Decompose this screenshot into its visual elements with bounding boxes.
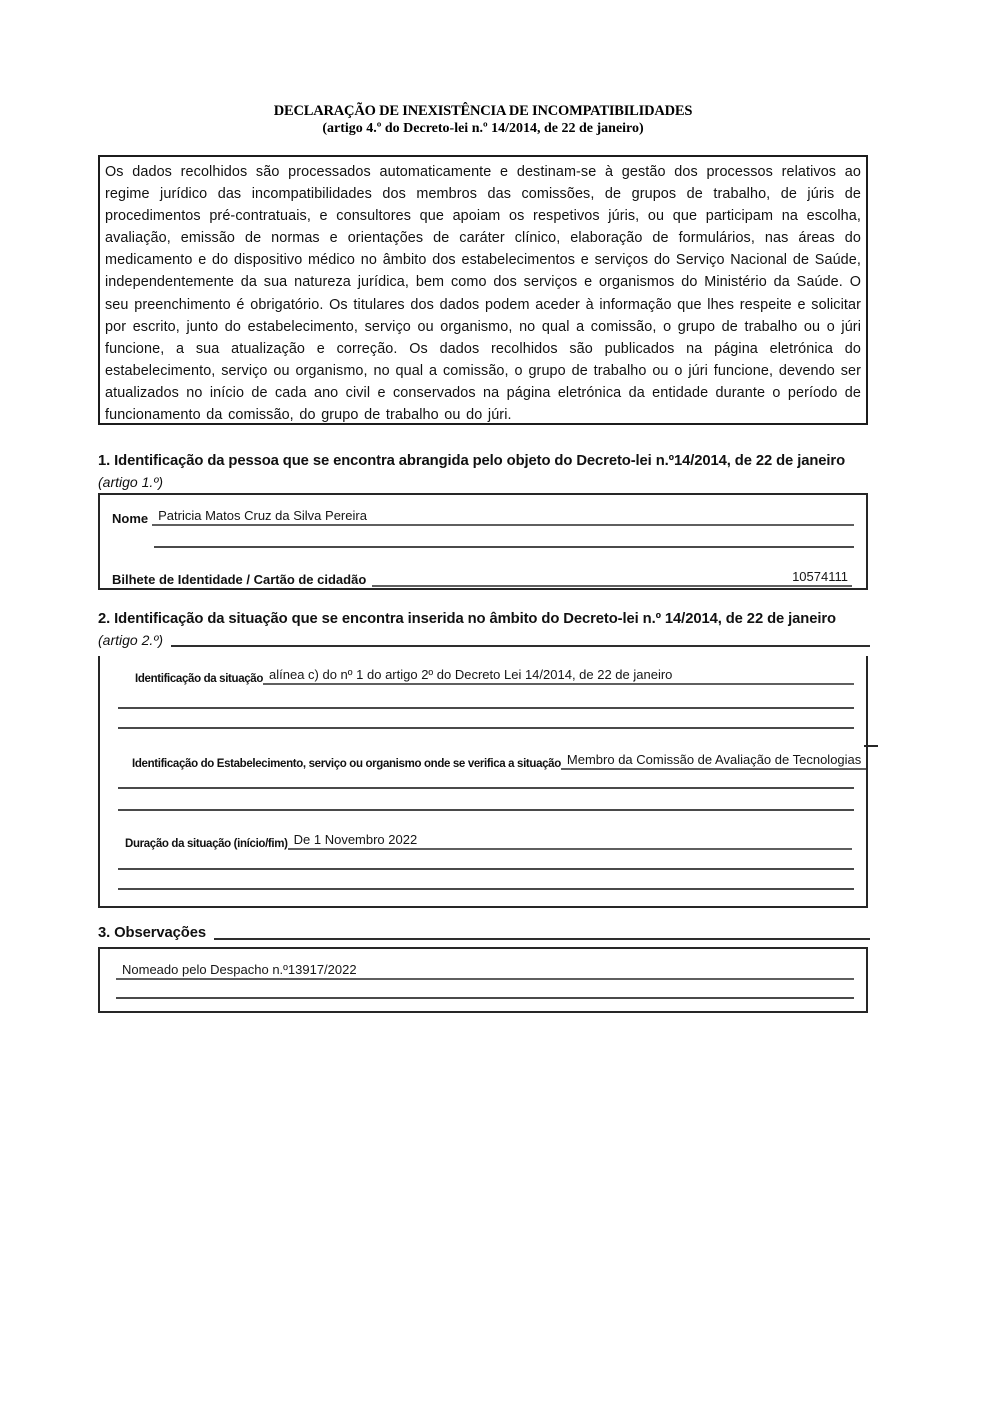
bi-field-line[interactable] (372, 566, 852, 587)
bi-value: 10574111 (792, 569, 848, 584)
section-2-subtitle-row (98, 630, 870, 650)
section-1-title: 1. Identificação da pessoa que se encontra abrangida pelo objeto do Decreto-lei n.º14/2014, de 22 de janeiro (98, 453, 846, 469)
section-2-title: 2. Identificação da situação que se encontra inserida no âmbito do Decreto-lei n.º 14/2014, de 22 de janeiro (98, 611, 836, 627)
estabelecimento-field-line[interactable] (561, 749, 866, 770)
section-3-box (98, 947, 868, 1013)
nome-label: Nome (112, 511, 149, 526)
document-subtitle: (artigo 4.º do Decreto-lei n.º 14/2014, de 22 de janeiro) (322, 121, 644, 136)
box-border-notch (864, 745, 878, 747)
section-2-heading-block (98, 609, 870, 650)
section-3-title: 3. Observações (98, 925, 207, 941)
blank-field-line[interactable] (154, 546, 854, 548)
heading-trailing-rule (214, 938, 870, 940)
section-2-box (98, 656, 868, 908)
intro-paragraph: Os dados recolhidos são processados automaticamente e destinam-se à gestão dos processos relativos ao regime jurídico das incompatibilidades dos membros das comissões, de grupos de trabalho, de júris de procedimentos pré-contratuais, e consultores que apoiam os respetivos júris, ou que participam na escolha, avaliação, emissão de normas e orientações de caráter clínico, elaboração de formulários, nas áreas do medicamento e do dispositivo médico no âmbito dos estabelecimentos e serviços do Serviço Nacional de Saúde, independentemente da sua natureza jurídica, bem como dos serviços e organismos do Ministério da Saúde. O seu preenchimento é obrigatório. Os titulares dos dados podem aceder à informação que lhes respeite e solicitar por escrito, junto do estabelecimento, serviço ou organismo, no qual a comissão, o grupo de trabalho ou o júri funcione, a sua atualização e correção. Os dados recolhidos são publicados na página eletrónica do estabelecimento, serviço ou organismo, no qual a comissão, o grupo de trabalho ou o júri funcione, devendo ser atualizados no início de cada ano civil e conservados na página eletrónica da entidade durante o período de funcionamento da comissão, do grupo de trabalho ou do júri. (105, 164, 861, 424)
heading-trailing-rule (171, 645, 870, 647)
situacao-value: alínea c) do nº 1 do artigo 2º do Decreto Lei 14/2014, de 22 de janeiro (269, 667, 673, 682)
bi-label: Bilhete de Identidade / Cartão de cidadão (112, 572, 367, 587)
estabelecimento-row (132, 749, 866, 770)
blank-field-line[interactable] (118, 868, 854, 870)
section-1-subtitle: (artigo 1.º) (98, 474, 164, 490)
nome-row (112, 505, 854, 526)
situacao-label: Identificação da situação (135, 673, 264, 685)
duracao-value: De 1 Novembro 2022 (293, 832, 418, 847)
observacoes-value: Nomeado pelo Despacho n.º13917/2022 (122, 962, 357, 977)
section-3-title-row (98, 924, 870, 943)
blank-field-line[interactable] (118, 888, 854, 890)
section-2-subtitle: (artigo 2.º) (98, 632, 164, 648)
blank-field-line[interactable] (118, 809, 854, 811)
duracao-row (125, 829, 852, 850)
estabelecimento-value: Membro da Comissão de Avaliação de Tecnologias (566, 752, 862, 767)
observacoes-field-line[interactable] (116, 959, 854, 980)
section-1-heading-block (98, 451, 870, 492)
document-header (98, 103, 868, 137)
blank-field-line[interactable] (118, 787, 854, 789)
section-1-box (98, 493, 868, 590)
estabelecimento-label: Identificação do Estabelecimento, serviço ou organismo onde se verifica a situação (132, 758, 561, 770)
bi-row (112, 566, 854, 587)
blank-field-line[interactable] (118, 707, 854, 709)
section-3-heading-block (98, 924, 870, 943)
observacoes-row (116, 959, 854, 980)
document-title: DECLARAÇÃO DE INEXISTÊNCIA DE INCOMPATIBILIDADES (273, 103, 693, 119)
situacao-field-line[interactable] (263, 664, 854, 685)
nome-field-line[interactable] (152, 505, 854, 526)
intro-box (98, 155, 868, 425)
duracao-label: Duração da situação (início/fim) (125, 838, 288, 850)
blank-field-line[interactable] (118, 727, 854, 729)
duracao-field-line[interactable] (288, 829, 852, 850)
nome-value: Patricia Matos Cruz da Silva Pereira (158, 508, 367, 523)
blank-field-line[interactable] (116, 997, 854, 999)
situacao-row (135, 664, 854, 685)
